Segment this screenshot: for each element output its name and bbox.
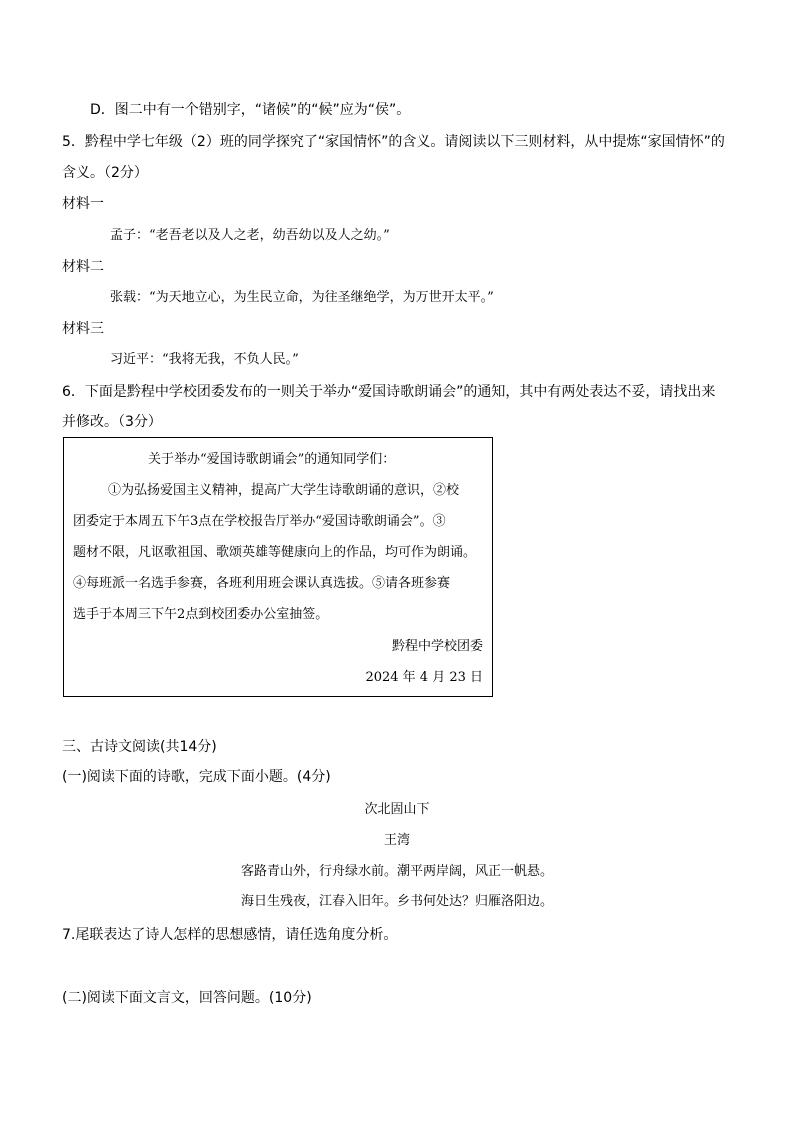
material-3-quote: 习近平：“我将无我，不负人民。” [110,352,299,367]
option-d-text: D．图二中有一个错别字，“诸候”的“候”应为“侯”。 [90,102,411,118]
question-5-text-line2: 含义。（2分） [62,165,148,181]
material-2-quote: 张载：“为天地立心，为生民立命，为往圣继绝学，为万世开太平。” [110,290,494,305]
notice-body-line: ④每班派一名选手参赛，各班利用班会课认真选拔。⑤请各班参赛 [73,576,451,591]
notice-body-line: ①为弘扬爱国主义精神，提高广大学生诗歌朗诵的意识，②校 [108,483,460,498]
question-5-text-line1: 5．黔程中学七年级（2）班的同学探究了“家国情怀”的含义。请阅读以下三则材料，从中提炼“家国情怀”的 [62,134,725,150]
notice-box [63,437,493,697]
poem-line: 海日生残夜，江春入旧年。乡书何处达？归雁洛阳边。 [240,894,553,909]
section-3-part-1-instruction: (一)阅读下面的诗歌，完成下面小题。(4分) [62,769,331,785]
section-3-part-2-instruction: (二)阅读下面文言文，回答问题。(10分) [62,990,312,1006]
material-3-label: 材料三 [62,321,104,337]
notice-heading: 关于举办“爱国诗歌朗诵会”的通知同学们： [148,452,396,467]
section-3-title: 三、古诗文阅读(共14分) [62,739,217,755]
notice-body-line: 题材不限，凡讴歌祖国、歌颂英雄等健康向上的作品，均可作为朗诵。 [73,545,477,560]
notice-body-line: 选手于本周三下午2点到校团委办公室抽签。 [73,607,329,622]
material-2-label: 材料二 [62,259,104,275]
question-6-text-line1: 6．下面是黔程中学校团委发布的一则关于举办“爱国诗歌朗诵会”的通知，其中有两处表达不妥，请找出来 [62,384,716,400]
material-1-quote: 孟子：“老吾老以及人之老，幼吾幼以及人之幼。” [110,228,390,243]
notice-date: 2024 年 4 月 23 日 [365,670,483,685]
poem-line: 客路青山外，行舟绿水前。潮平两岸阔，风正一帆悬。 [240,864,553,879]
question-7-text: 7.尾联表达了诗人怎样的思想感情，请任选角度分析。 [62,927,398,943]
material-1-label: 材料一 [62,196,104,212]
poem-title: 次北固山下 [364,802,430,817]
question-6-text-line2: 并修改。（3分） [62,414,162,430]
poem-author: 王湾 [383,833,410,848]
notice-body-line: 团委定于本周五下午3点在学校报告厅举办“爱国诗歌朗诵会”。③ [73,514,446,529]
notice-signature: 黔程中学校团委 [391,639,483,654]
